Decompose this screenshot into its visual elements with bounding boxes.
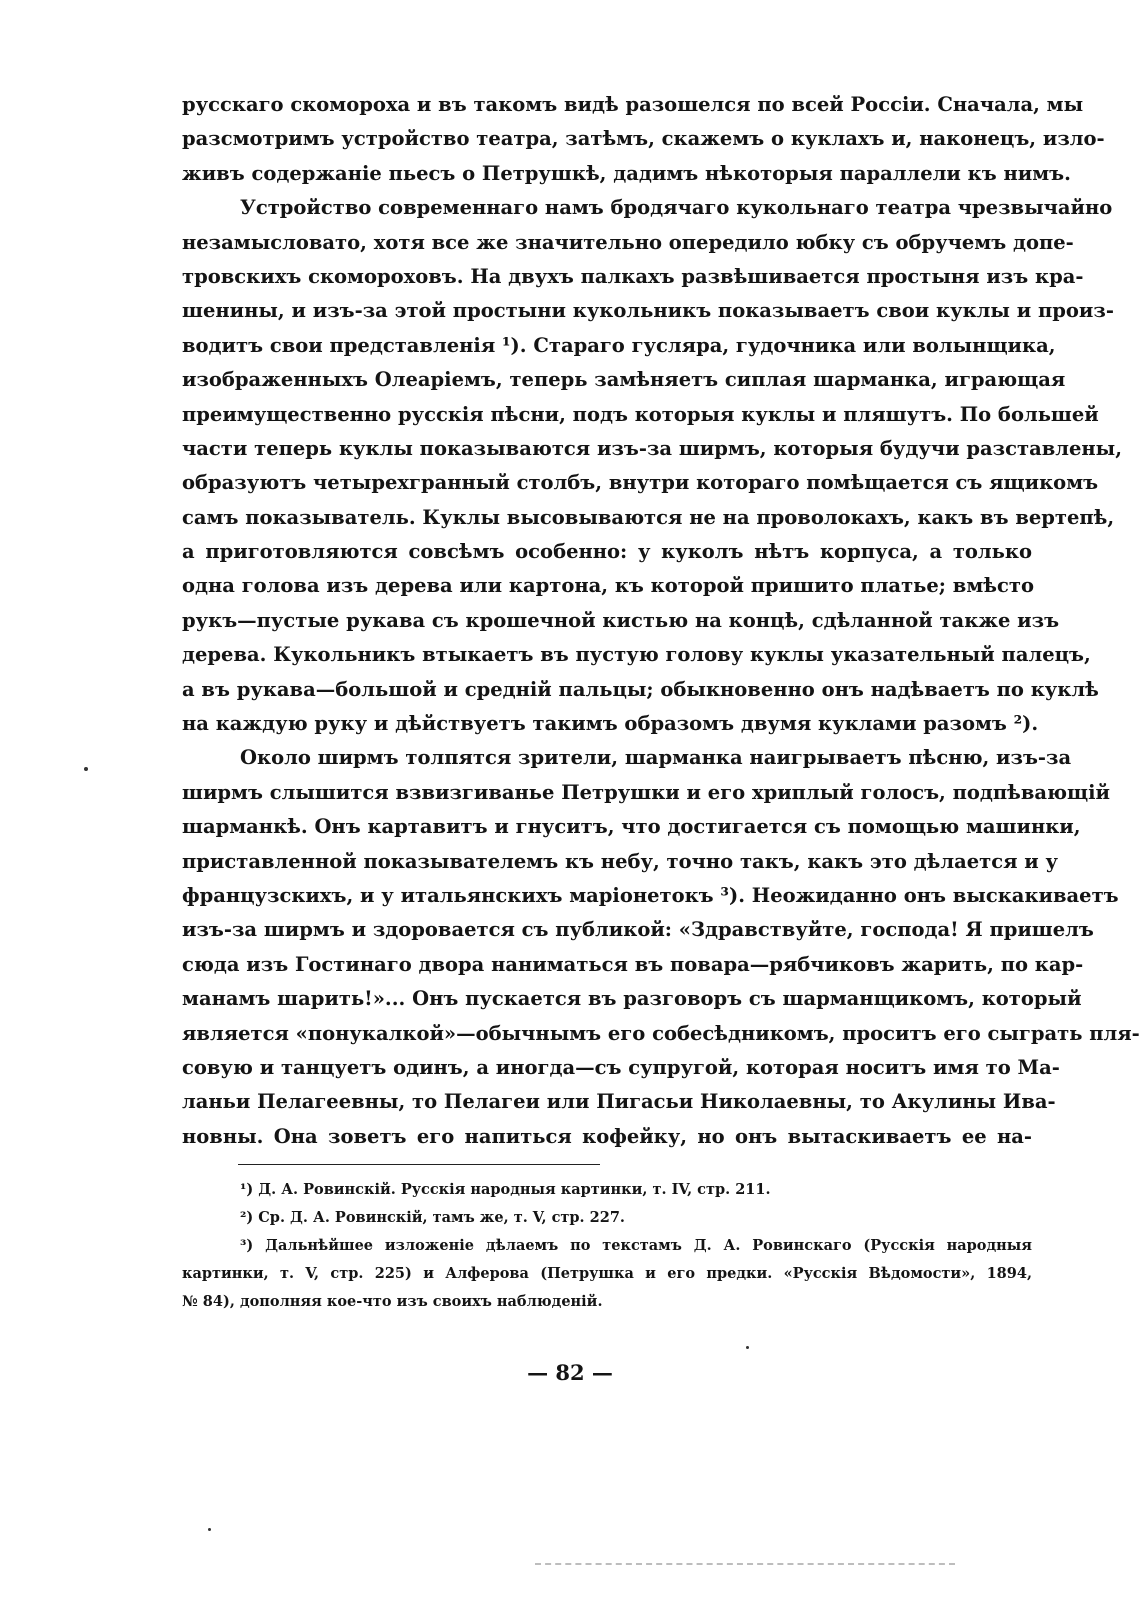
text-line: французскихъ, и у итальянскихъ маріонетокъ ³). Неожиданно онъ выскакиваетъ bbox=[182, 883, 1119, 907]
scan-speck bbox=[746, 1346, 749, 1349]
text-line: манамъ шарить!»... Онъ пускается въ разговоръ съ шарманщикомъ, который bbox=[182, 987, 1082, 1011]
text-line: части теперь куклы показываются изъ-за ширмъ, которыя будучи разставлены, bbox=[182, 436, 1123, 460]
text-line: незамысловато, хотя все же значительно опередило юбку съ обручемъ допе- bbox=[182, 230, 1074, 254]
text-line: шарманкѣ. Онъ картавитъ и гнуситъ, что достигается съ помощью машинки, bbox=[182, 815, 1081, 839]
text-line: водитъ свои представленія ¹). Стараго гусляра, гудочника или волынщика, bbox=[182, 333, 1056, 357]
page-number: — 82 — bbox=[527, 1360, 613, 1385]
text-line: самъ показыватель. Куклы высовываются не на проволокахъ, какъ въ вертепѣ, bbox=[182, 505, 1115, 529]
text-line: преимущественно русскія пѣсни, подъ которыя куклы и пляшутъ. По большей bbox=[182, 402, 1099, 426]
text-line: приставленной показывателемъ къ небу, точно такъ, какъ это дѣлается и у bbox=[182, 849, 1058, 873]
text-line: русскаго скомороха и въ такомъ видѣ разошелся по всей Россіи. Сначала, мы bbox=[182, 93, 1084, 116]
scan-edge-marks bbox=[535, 1563, 955, 1569]
text-line: а приготовляются совсѣмъ особенно: у куколъ нѣтъ корпуса, а только bbox=[182, 540, 1032, 564]
text-line: сюда изъ Гостинаго двора наниматься въ повара—рябчиковъ жарить, по кар- bbox=[182, 952, 1084, 976]
text-line: одна голова изъ дерева или картона, къ которой пришито платье; вмѣсто bbox=[182, 574, 1034, 598]
footnotes bbox=[182, 1176, 1032, 1316]
text-line: дерева. Кукольникъ втыкаетъ въ пустую голову куклы указательный палецъ, bbox=[182, 643, 1091, 667]
footnote-3-continuation: № 84), дополняя кое-что изъ своихъ наблюденій. bbox=[182, 1293, 603, 1310]
text-line: изображенныхъ Олеаріемъ, теперь замѣняетъ сиплая шарманка, играющая bbox=[182, 368, 1066, 392]
paragraph-first-line: Устройство современнаго намъ бродячаго кукольнаго театра чрезвычайно bbox=[240, 196, 1113, 220]
text-line: изъ-за ширмъ и здоровается съ публикой: «Здравствуйте, господа! Я пришелъ bbox=[182, 918, 1094, 942]
footnote-divider bbox=[238, 1164, 600, 1165]
text-line: рукъ—пустые рукава съ крошечной кистью на концѣ, сдѣланной также изъ bbox=[182, 608, 1060, 632]
body-text bbox=[182, 88, 1140, 1154]
text-line: живъ содержаніе пьесъ о Петрушкѣ, дадимъ нѣкоторыя параллели къ нимъ. bbox=[182, 161, 1071, 185]
paragraph-first-line: Около ширмъ толпятся зрители, шарманка наигрываетъ пѣсню, изъ-за bbox=[240, 746, 1072, 770]
text-line: шенины, и изъ-за этой простыни кукольникъ показываетъ свои куклы и произ- bbox=[182, 299, 1114, 323]
text-line: а въ рукава—большой и средній пальцы; обыкновенно онъ надѣваетъ по куклѣ bbox=[182, 677, 1099, 701]
footnote-3: ³) Дальнѣйшее изложеніе дѣлаемъ по текстамъ Д. А. Ровинскаго (Русскія народныя bbox=[240, 1237, 1032, 1254]
text-line: разсмотримъ устройство театра, затѣмъ, скажемъ о куклахъ и, наконецъ, изло- bbox=[182, 127, 1105, 151]
scan-speck bbox=[84, 767, 88, 771]
text-line: на каждую руку и дѣйствуетъ такимъ образомъ двумя куклами разомъ ²). bbox=[182, 712, 1039, 736]
scan-speck bbox=[208, 1528, 211, 1531]
text-line: тровскихъ скомороховъ. На двухъ палкахъ развѣшивается простыня изъ кра- bbox=[182, 264, 1084, 288]
text-line: образуютъ четырехгранный столбъ, внутри котораго помѣщается съ ящикомъ bbox=[182, 471, 1099, 495]
text-line: является «понукалкой»—обычнымъ его собесѣдникомъ, проситъ его сыграть пля- bbox=[182, 1021, 1140, 1045]
text-line: ширмъ слышится взвизгиванье Петрушки и его хриплый голосъ, подпѣвающій bbox=[182, 780, 1111, 804]
footnote-2: ²) Ср. Д. А. Ровинскій, тамъ же, т. V, стр. 227. bbox=[240, 1209, 625, 1226]
text-line: новны. Она зоветъ его напиться кофейку, но онъ вытаскиваетъ ее на- bbox=[182, 1124, 1032, 1148]
footnote-1: ¹) Д. А. Ровинскій. Русскія народныя картинки, т. IV, стр. 211. bbox=[240, 1181, 771, 1198]
footnote-3-continuation: картинки, т. V, стр. 225) и Алферова (Петрушка и его предки. «Русскія Вѣдомости», 1894, bbox=[182, 1265, 1032, 1282]
text-line: ланьи Пелагеевны, то Пелагеи или Пигасьи Николаевны, то Акулины Ива- bbox=[182, 1090, 1056, 1114]
text-line: совую и танцуетъ одинъ, а иногда—съ супругой, которая носитъ имя то Ма- bbox=[182, 1055, 1060, 1079]
